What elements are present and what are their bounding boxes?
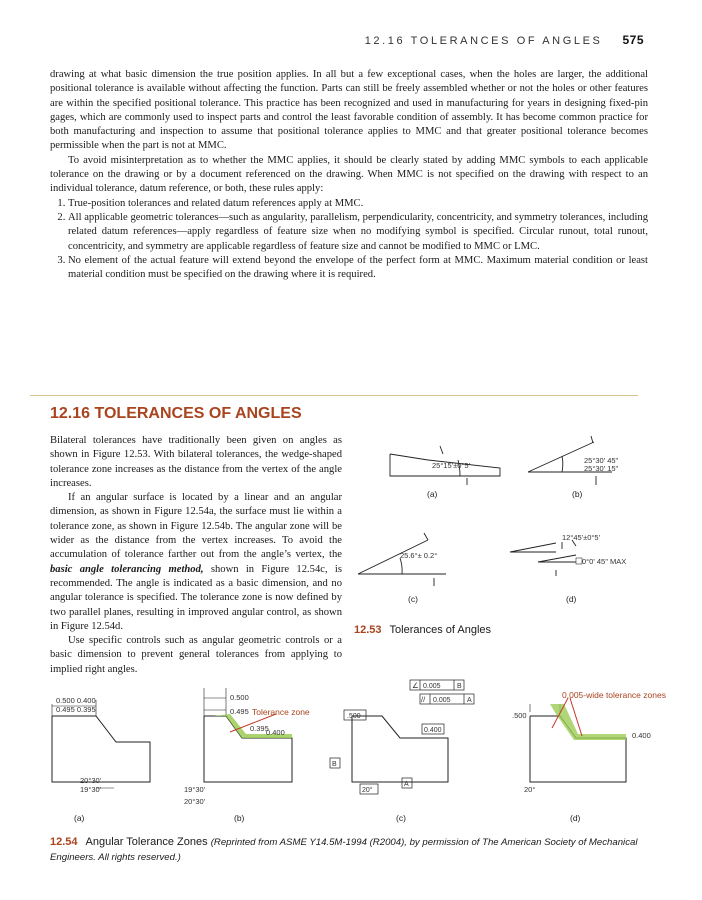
section-title: 12.16 TOLERANCES OF ANGLES xyxy=(50,405,302,422)
fig54c-fcf2-val: 0.005 xyxy=(433,697,451,704)
fig54c-fcf1-val: 0.005 xyxy=(423,683,441,690)
fig53-label-a: (a) xyxy=(427,489,438,499)
fig54-label-a: (a) xyxy=(74,813,85,823)
fig54c-basic2: 0.400 xyxy=(424,727,442,734)
fig54c-basic3: 20° xyxy=(362,787,373,794)
section-paragraph-3: Use specific controls such as angular geometric controls or a basic dimension to prevent general tolerances from applying to implied right angles. xyxy=(50,635,342,675)
section-text xyxy=(50,434,342,677)
fig54-credit: (Reprinted from ASME Y14.5M-1994 (R2004), by permission of The American Society of Mechanical Engineers. All rights reserved.) xyxy=(50,837,638,863)
fig53-label-d: (d) xyxy=(566,594,577,604)
fig53-caption xyxy=(354,624,491,636)
fig54a-dim2: 0.495 0.395 xyxy=(56,705,96,714)
fig54d-dim2: 0.400 xyxy=(632,731,651,740)
fig54-number: 12.54 xyxy=(50,836,78,848)
fig53a-dim: 25°15'±0°5' xyxy=(432,461,471,470)
fig53d-dim2: 0°0' 45" MAX xyxy=(582,557,627,566)
emphasis-basic-angle: basic angle tolerancing method, xyxy=(50,563,204,575)
fig54a-dim1: 0.500 0.400 xyxy=(56,696,96,705)
running-head xyxy=(365,33,644,47)
fig54c-basic1: .500 xyxy=(347,713,361,720)
fig53b-dim2: 25°30' 15" xyxy=(584,464,619,473)
intro-paragraph-1: drawing at what basic dimension the true position applies. In all but a few exceptional cases, when the holes are larger, the additional positional tolerance is available without affecting the function. Parts can still be freely assembled whether or not the holes or other features are within the specified positional tolerance. This practice has been recognized and used in manufacturing for years in designing fixed-pin gages, which are commonly used to inspect parts and control the least favorable condition of assembly. It has become common practice for both manufacturing and inspection to assume that positional tolerance applies to MMC and that greater positional tolerance becomes permissible when the part is not at MMC. xyxy=(50,69,648,152)
fig54-label-d: (d) xyxy=(570,813,581,823)
intro-paragraph-2: To avoid misinterpretation as to whether the MMC applies, it should be clearly stated by adding MMC symbols to each applicable tolerance on the drawing or by a document referenced on the drawing. When MMC is not specified on the drawing with respect to an individual tolerance, datum reference, or both, these rules apply: xyxy=(50,154,648,195)
fig54d-dim1: .500 xyxy=(512,711,527,720)
section-paragraph-1: Bilateral tolerances have traditionally been given on angles as shown in Figure 12.53. With bilateral tolerances, the wedge-shaped tolerance zone increases as the distance from the vertex of the angle increases. xyxy=(50,435,342,489)
intro-text xyxy=(50,68,648,282)
rule-item: 3. No element of the actual feature will extend beyond the envelope of the perfect form at MMC. Maximum material condition or least material condition must be specified on the drawing where it is required. xyxy=(68,254,648,283)
rules-list xyxy=(50,197,648,283)
fig54c-fcf2-datum: A xyxy=(467,697,472,704)
fig54b-zone-label: Tolerance zone xyxy=(252,707,310,717)
fig53-number: 12.53 xyxy=(354,624,382,636)
fig54a-ang1: 20°30' xyxy=(80,776,102,785)
angularity-symbol-icon: ∠ xyxy=(412,681,419,690)
fig53-caption-text: Tolerances of Angles xyxy=(389,624,492,636)
fig54b-dim1: 0.500 xyxy=(230,693,249,702)
fig54c-datum-b: B xyxy=(332,761,337,768)
fig54-caption-text: Angular Tolerance Zones xyxy=(85,836,208,848)
fig53-label-b: (b) xyxy=(572,489,583,499)
parallelism-symbol-icon: // xyxy=(421,695,426,704)
running-head-title: 12.16 TOLERANCES OF ANGLES xyxy=(364,35,603,47)
fig53c-dim: 25.6°± 0.2° xyxy=(400,551,438,560)
page-number: 575 xyxy=(622,33,644,47)
fig54c-datum-a: A xyxy=(404,781,409,788)
section-paragraph-2 xyxy=(50,491,342,634)
figure-12-54 xyxy=(30,676,670,826)
section-paragraph-2b: shown in Figure 12.54c, is recommended. The angle is indicated as a basic dimension, and no angular tolerance is specified. The tolerance zone is now defined by two parallel planes, resulting in improved angular control, as shown in Figure 12.54d. xyxy=(50,563,342,632)
fig54b-dim3: 0.395 xyxy=(250,724,269,733)
section-paragraph-2a: If an angular surface is located by a linear and an angular dimension, as shown in Figure 12.54a, the surface must lie within a tolerance zone, as shown in Figure 12.54b. The angular zone will be wider as the distance from the vertex increases. To avoid the accumulation of tolerance farther out from the angle’s vertex, the xyxy=(50,492,342,561)
fig54d-part xyxy=(530,704,626,782)
fig54d-ang: 20° xyxy=(524,785,536,794)
rule-item: 2. All applicable geometric tolerances—such as angularity, parallelism, perpendicularity, concentricity, and symmetry tolerances, including related datum references—apply regardless of feature size when no modifying symbol is specified. Circular runout, total runout, concentricity, and symmetry are applicable regardless of feature size and cannot be modified to MMC or LMC. xyxy=(68,211,648,254)
fig54b-dim2: 0.495 xyxy=(230,707,249,716)
fig54c-fcf1-datum: B xyxy=(457,683,462,690)
fig53d-dim1: 12°45'±0°5' xyxy=(562,533,601,542)
figure-12-53 xyxy=(350,430,652,620)
fig54-label-b: (b) xyxy=(234,813,245,823)
fig54b-ang2: 20°30' xyxy=(184,797,206,806)
fig53b-dim1: 25°30' 45" xyxy=(584,456,619,465)
fig54d-zone-label: 0.005-wide tolerance zones xyxy=(562,690,666,700)
fig54c-part xyxy=(330,680,474,794)
fig54-label-c: (c) xyxy=(396,813,406,823)
section-divider xyxy=(30,395,638,396)
fig54b-dim4: 0.400 xyxy=(266,728,285,737)
rule-item: 1. True-position tolerances and related datum references apply at MMC. xyxy=(68,197,648,211)
fig53-label-c: (c) xyxy=(408,594,418,604)
fig54b-ang1: 19°30' xyxy=(184,785,206,794)
fig54a-ang2: 19°30' xyxy=(80,785,102,794)
fig54-caption xyxy=(50,835,650,865)
